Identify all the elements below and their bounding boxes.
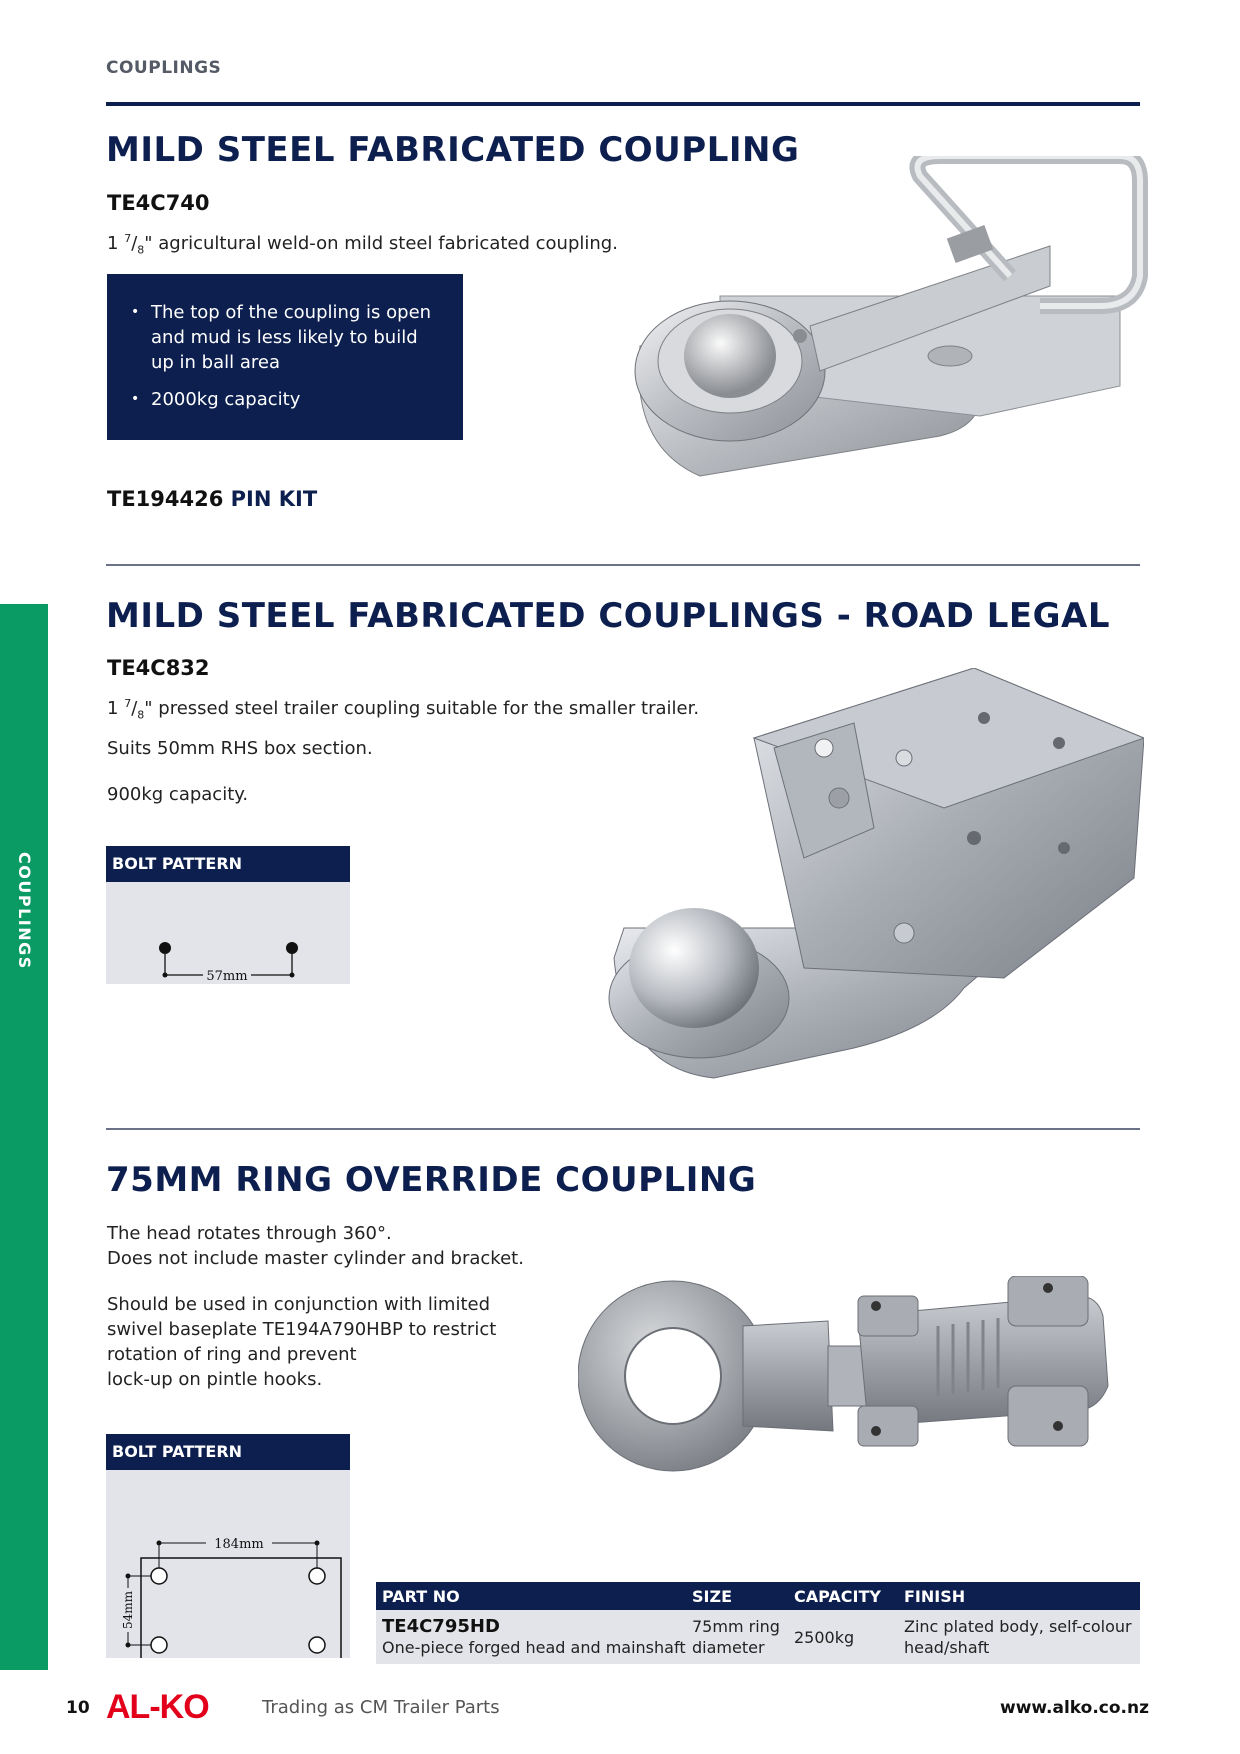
product2-description: 1 $^7/_8$" pressed steel trailer coupling suitable for the smaller trailer. <box>107 697 700 722</box>
header-rule <box>106 102 1140 106</box>
product3-paragraph1: The head rotates through 360°. Does not include master cylinder and bracket. <box>107 1223 524 1269</box>
feature-box <box>107 274 463 440</box>
feature-item: • 2000kg capacity <box>129 387 433 412</box>
cell-capacity: 2500kg <box>788 1610 898 1664</box>
parts-table <box>376 1582 1140 1664</box>
bolt-pattern-box <box>106 1434 350 1658</box>
section-divider <box>106 1128 1140 1130</box>
table-header-row <box>376 1582 1140 1610</box>
product2-line3: 900kg capacity. <box>107 784 249 805</box>
bolt-width-label: 184mm <box>214 1537 264 1552</box>
product2-title: MILD STEEL FABRICATED COUPLINGS - ROAD LEGAL <box>106 596 1110 636</box>
bolt-pattern-diagram <box>106 882 350 984</box>
side-tab-label: COUPLINGS <box>15 852 34 970</box>
bolt-dimension-label: 57mm <box>206 969 248 984</box>
trading-name: Trading as CM Trailer Parts <box>262 1697 500 1718</box>
col-part-no: PART NO <box>376 1582 686 1610</box>
product2-code: TE4C832 <box>107 656 210 680</box>
cell-part-no: TE4C795HD One-piece forged head and mainshaft <box>376 1610 686 1664</box>
col-size: SIZE <box>686 1582 788 1610</box>
feature-item: • The top of the coupling is open and mud is less likely to build up in ball area <box>129 300 433 375</box>
product3-title: 75MM RING OVERRIDE COUPLING <box>106 1160 757 1200</box>
ring-override-coupling-image <box>578 1276 1134 1476</box>
cell-finish: Zinc plated body, self-colour head/shaft <box>898 1610 1140 1664</box>
section-divider <box>106 564 1140 566</box>
bolt-pattern-diagram <box>106 1470 350 1658</box>
pin-kit <box>107 487 317 511</box>
road-legal-coupling-image <box>604 668 1144 1088</box>
fabricated-coupling-image <box>620 156 1150 516</box>
bolt-pattern-title: BOLT PATTERN <box>106 846 350 882</box>
pin-kit-code: TE194426 <box>107 487 224 511</box>
product1-title: MILD STEEL FABRICATED COUPLING <box>106 130 800 170</box>
svg-text:AL-KO: AL-KO <box>106 1688 209 1724</box>
website-url[interactable]: www.alko.co.nz <box>1000 1698 1149 1718</box>
page-number: 10 <box>66 1698 90 1718</box>
col-capacity: CAPACITY <box>788 1582 898 1610</box>
section-label: COUPLINGS <box>106 58 222 78</box>
pin-kit-label: PIN KIT <box>230 487 318 511</box>
bolt-height-label: 54mm <box>121 1590 135 1630</box>
product1-description: 1 $^7/_8$" agricultural weld-on mild steel fabricated coupling. <box>107 232 618 257</box>
product1-code: TE4C740 <box>107 191 210 215</box>
col-finish: FINISH <box>898 1582 1140 1610</box>
side-tab <box>0 604 48 1670</box>
alko-logo <box>106 1688 240 1724</box>
cell-size: 75mm ring diameter <box>686 1610 788 1664</box>
product2-line2: Suits 50mm RHS box section. <box>107 738 373 759</box>
bolt-pattern-box <box>106 846 350 984</box>
table-row <box>376 1610 1140 1664</box>
product3-paragraph2: Should be used in conjunction with limited swivel baseplate TE194A790HBP to restrict rotation of ring and prevent lock-up on pintle hooks. <box>107 1294 497 1390</box>
bolt-pattern-title: BOLT PATTERN <box>106 1434 350 1470</box>
